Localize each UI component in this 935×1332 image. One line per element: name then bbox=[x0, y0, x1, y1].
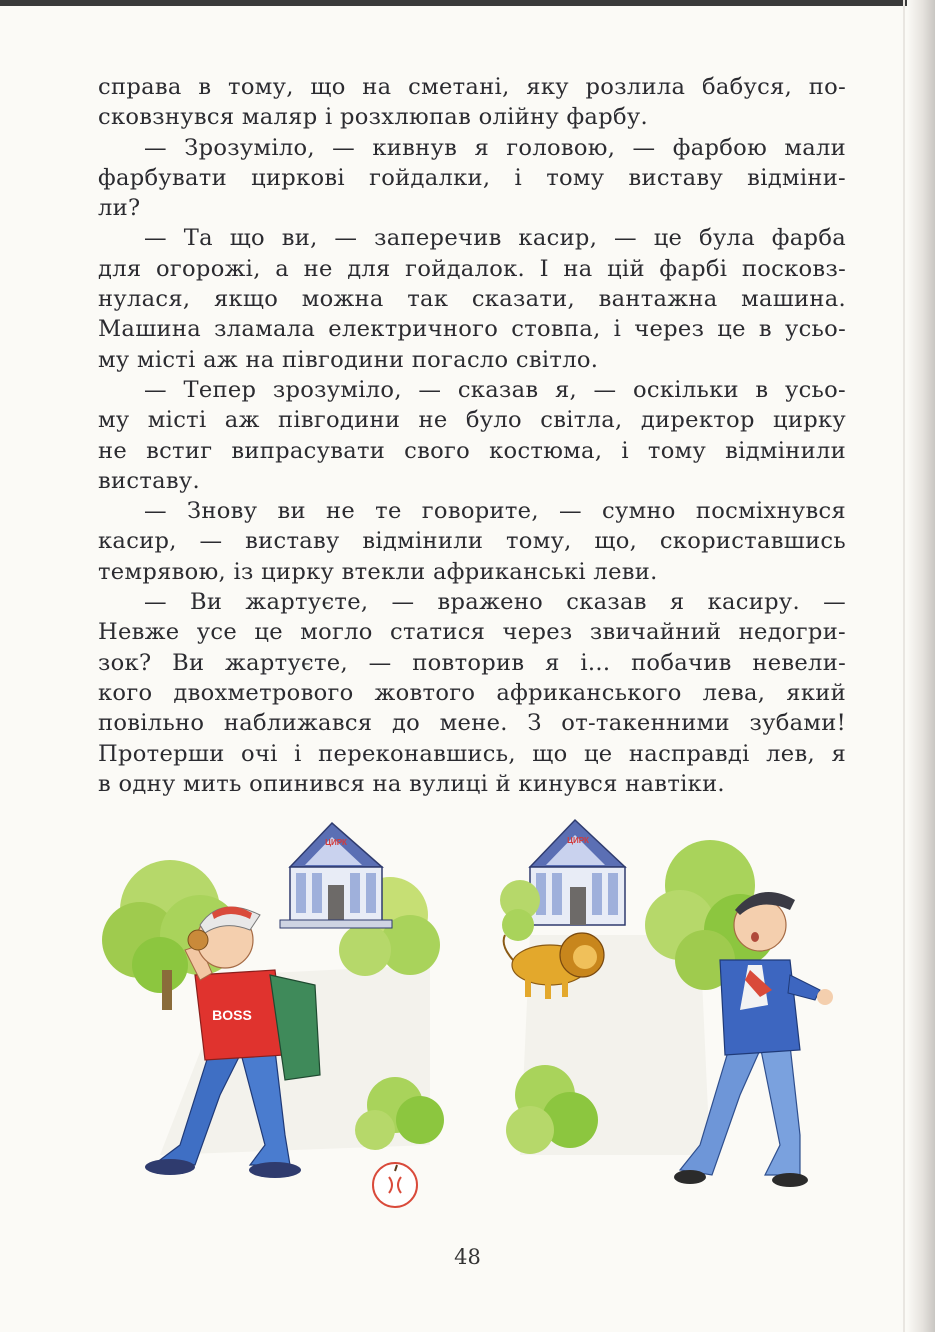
text-line: касир, — виставу відмінили тому, що, скориставшись bbox=[98, 528, 846, 555]
text-line: — Ви жартуєте, — вражено сказав я касиру. — bbox=[144, 589, 846, 616]
page-top-edge bbox=[0, 0, 935, 6]
text-line: — Зрозуміло, — кивнув я головою, — фарбою мали bbox=[144, 134, 846, 161]
text-line: ли? bbox=[98, 195, 141, 222]
text-line: справа в тому, що на сметані, яку розлила бабуся, по- bbox=[98, 74, 846, 100]
text-line: не встиг випрасувати свого костюма, і тому відмінили bbox=[98, 437, 846, 464]
right-bush-left bbox=[500, 880, 540, 941]
text-line: повільно наближався до мене. З от-такенними зубами! bbox=[98, 710, 846, 737]
text-line: му місті аж півгодини не було світла, директор цирку bbox=[98, 407, 846, 434]
page-edge-shadow bbox=[907, 0, 935, 1332]
text-line: виставу. bbox=[98, 467, 200, 494]
text-line: — Та що ви, — заперечив касир, — це була фарба bbox=[144, 225, 846, 252]
text-line: фарбувати циркові гойдалки, і тому виставу відміни- bbox=[98, 164, 846, 191]
story-text bbox=[98, 72, 846, 799]
text-line: Машина зламала електричного стовпа, і через це в усьо- bbox=[98, 316, 846, 343]
text-line: в одну мить опинився на вулиці й кинувся навтіки. bbox=[98, 770, 725, 797]
text-line: — Тепер зрозуміло, — сказав я, — оскільки в усьо- bbox=[144, 376, 846, 403]
page-number: 48 bbox=[454, 1245, 481, 1269]
left-circus-sign: ЦИРК bbox=[325, 838, 347, 847]
right-circus-sign: ЦИРК bbox=[567, 836, 589, 845]
illustration bbox=[100, 815, 860, 1210]
text-line: для огорожі, а не для гойдалок. І на цій фарбі посковз- bbox=[98, 255, 846, 282]
text-line: темрявою, із цирку втекли африканські леви. bbox=[98, 558, 658, 585]
text-line: нулася, якщо можна так сказати, вантажна машина. bbox=[98, 286, 846, 313]
page-gutter bbox=[903, 0, 905, 1332]
text-line: му місті аж на півгодини погасло світло. bbox=[98, 346, 599, 373]
text-line: — Знову ви не те говорите, — сумно посміхнувся bbox=[144, 498, 846, 525]
text-line: сковзнувся маляр і розхлюпав олійну фарбу. bbox=[98, 104, 648, 131]
text-line: зок? Ви жартуєте, — повторив я і... побачив невели- bbox=[98, 649, 846, 676]
left-scene bbox=[102, 823, 444, 1207]
text-line: Протерши очі і переконавшись, що це насправді лев, я bbox=[98, 740, 846, 767]
shirt-text: BOSS bbox=[212, 1007, 252, 1023]
apple-core-icon bbox=[373, 1163, 417, 1207]
text-line: кого двохметрового жовтого африканського лева, який bbox=[98, 679, 846, 706]
text-line: Невже усе це могло статися через звичайний недогри- bbox=[98, 619, 846, 646]
right-scene bbox=[500, 820, 833, 1187]
